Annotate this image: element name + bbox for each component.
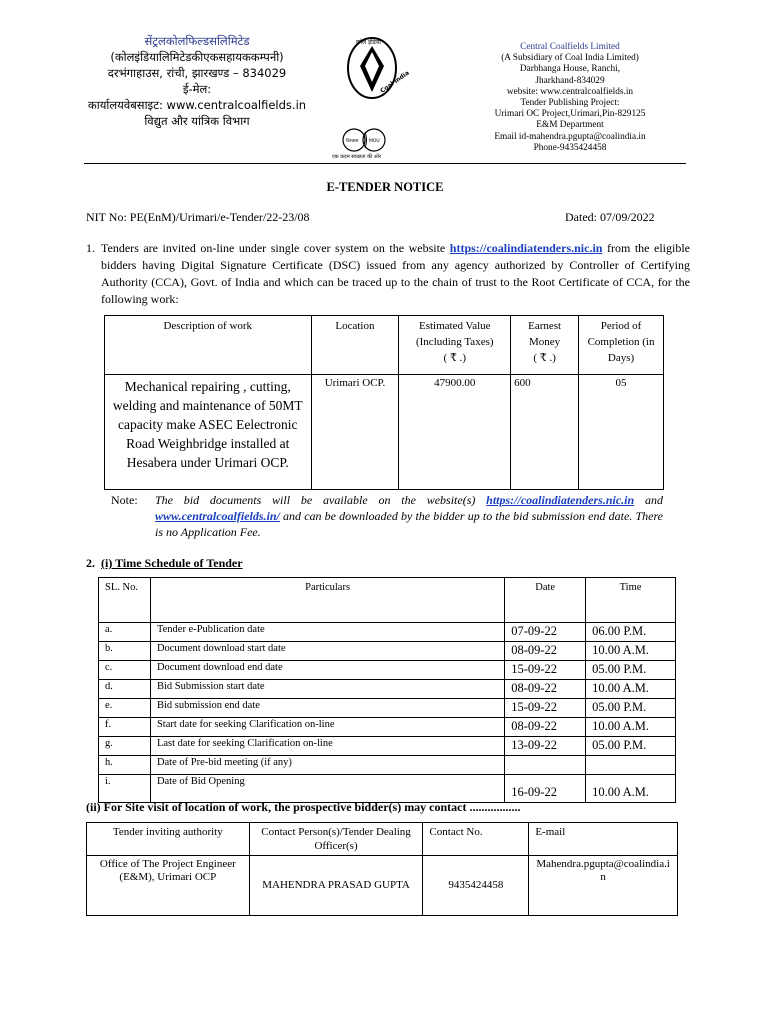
schedule-particular: Document download end date xyxy=(150,661,504,680)
schedule-date: 07-09-22 xyxy=(505,623,586,642)
note-text-a: The bid documents will be available on the website(s) xyxy=(155,493,487,507)
schedule-particular: Last date for seeking Clarification on-line xyxy=(150,737,504,756)
header-particulars: Particulars xyxy=(150,578,504,623)
schedule-row xyxy=(99,642,676,661)
header-description: Description of work xyxy=(105,316,312,375)
hindi-website: कार्यालयवेबसाइट: www.centralcoalfields.in xyxy=(87,98,307,112)
section-title: (i) Time Schedule of Tender xyxy=(101,556,243,570)
hindi-email: ई-मेल: xyxy=(182,82,212,96)
english-line-website: website: www.centralcoalfields.in xyxy=(506,86,634,97)
note-link-centralcoalfields[interactable]: www.centralcoalfields.in/ xyxy=(155,509,280,523)
english-line-email: Email id-mahendra.pgupta@coalindia.in xyxy=(494,131,646,142)
note-text-b: and xyxy=(634,493,664,507)
schedule-particular: Bid submission end date xyxy=(150,699,504,718)
schedule-time: 05.00 P.M. xyxy=(586,737,676,756)
notice-date: Dated: 07/09/2022 xyxy=(565,210,655,224)
schedule-particular: Document download start date xyxy=(150,642,504,661)
swachh-bharat-emblem xyxy=(328,127,408,161)
work-location: Urimari OCP. xyxy=(311,375,399,490)
schedule-row xyxy=(99,718,676,737)
contact-authority: Office of The Project Engineer (E&M), Urimari OCP xyxy=(87,856,250,916)
schedule-row xyxy=(99,623,676,642)
emblem-label-right: MOU xyxy=(369,139,380,144)
hindi-company-name: सेंट्रलकोलफिल्डसलिमिटेड xyxy=(144,34,250,48)
english-line-department: E&M Department xyxy=(536,120,604,131)
notice-title: E-TENDER NOTICE xyxy=(326,180,444,194)
header-email: E-mail xyxy=(529,823,678,856)
work-estimated-value: 47900.00 xyxy=(399,375,511,490)
schedule-row xyxy=(99,737,676,756)
section-number: 2. xyxy=(86,556,95,570)
header-divider xyxy=(84,163,686,164)
contact-email: Mahendra.pgupta@coalindia.in xyxy=(529,856,678,916)
schedule-particular: Date of Bid Opening xyxy=(150,775,504,803)
header-period: Period of Completion (in Days) xyxy=(579,316,664,375)
hindi-address: दरभंगाहाउस, रांची, झारखण्ड – 834029 xyxy=(107,66,287,80)
schedule-particular: Start date for seeking Clarification on-line xyxy=(150,718,504,737)
time-schedule-heading xyxy=(86,556,243,571)
english-header xyxy=(470,42,670,154)
emblem-label-left: विश्वास xyxy=(346,139,359,144)
schedule-particular: Date of Pre-bid meeting (if any) xyxy=(150,756,504,775)
schedule-date: 15-09-22 xyxy=(505,699,586,718)
earnest-unit: ( ₹ .) xyxy=(533,352,556,364)
schedule-time: 10.00 A.M. xyxy=(586,718,676,737)
schedule-date xyxy=(505,756,586,775)
note xyxy=(111,492,663,540)
coal-india-logo xyxy=(346,36,411,100)
english-line-subsidiary: (A Subsidiary of Coal India Limited) xyxy=(501,53,639,64)
paragraph-number: 1. xyxy=(86,241,95,255)
header-contact-no: Contact No. xyxy=(423,823,529,856)
schedule-row xyxy=(99,699,676,718)
emblem-caption: एक कदम स्वच्छता की ओर xyxy=(332,154,381,160)
schedule-header xyxy=(99,578,676,623)
nit-number: NIT No: PE(EnM)/Urimari/e-Tender/22-23/08 xyxy=(86,210,310,224)
logo-text: Coal India xyxy=(379,69,411,95)
work-table-header xyxy=(105,316,664,375)
schedule-date: 08-09-22 xyxy=(505,718,586,737)
work-description: Mechanical repairing , cutting, welding and maintenance of 50MT capacity make ASEC Eelectronic Road Weighbridge installed at Hesabera under Urimari OCP. xyxy=(105,375,312,490)
time-schedule-table xyxy=(98,577,676,803)
schedule-date: 08-09-22 xyxy=(505,680,586,699)
work-earnest-money: 600 xyxy=(511,375,579,490)
english-company-name: Central Coalfields Limited xyxy=(520,42,620,52)
tender-invitation-paragraph xyxy=(86,240,690,308)
english-line-phone: Phone-9435424458 xyxy=(533,142,607,153)
schedule-time: 10.00 A.M. xyxy=(586,680,676,699)
schedule-time xyxy=(586,756,676,775)
contact-header xyxy=(87,823,678,856)
header-sl-no: SL. No. xyxy=(99,578,151,623)
work-table-row xyxy=(105,375,664,490)
para-text-a: Tenders are invited on-line under single cover system on the website xyxy=(101,241,450,255)
note-link-coalindiatenders[interactable]: https://coalindiatenders.nic.in xyxy=(486,493,635,507)
logo-text-hindi: कोल इंडिया xyxy=(356,39,381,46)
note-label: Note: xyxy=(111,493,138,507)
coalindiatenders-link[interactable]: https://coalindiatenders.nic.in xyxy=(449,241,603,255)
header-estimated-value: Estimated Value (Including Taxes) ( ₹ .) xyxy=(399,316,511,375)
schedule-date: 15-09-22 xyxy=(505,661,586,680)
schedule-time: 10.00 A.M. xyxy=(586,775,676,803)
work-period: 05 xyxy=(579,375,664,490)
schedule-sl: h. xyxy=(99,756,151,775)
schedule-row xyxy=(99,756,676,775)
header-contact-person: Contact Person(s)/Tender Dealing Officer(s) xyxy=(249,823,423,856)
schedule-sl: g. xyxy=(99,737,151,756)
contact-table xyxy=(86,822,678,916)
contact-number: 9435424458 xyxy=(423,856,529,916)
header-earnest-money: Earnest Money ( ₹ .) xyxy=(511,316,579,375)
schedule-date: 13-09-22 xyxy=(505,737,586,756)
schedule-sl: b. xyxy=(99,642,151,661)
para-text-b: from the eligible bidders having Digital Signature Certificate (DSC) issued from any agency authorized by Controller of Certifying Authority (CCA), Govt. of India and which can be traced up to the chain of trust to the Root Certificate of CCA, for the following work: xyxy=(101,241,691,306)
contact-person: MAHENDRA PRASAD GUPTA xyxy=(249,856,423,916)
header-date: Date xyxy=(505,578,586,623)
header-location: Location xyxy=(311,316,399,375)
schedule-sl: f. xyxy=(99,718,151,737)
schedule-row xyxy=(99,680,676,699)
note-text-c: and can be downloaded by the bidder up to the bid submission end date. There is no Application Fee. xyxy=(155,509,663,539)
header-authority: Tender inviting authority xyxy=(87,823,250,856)
site-visit-heading: (ii) For Site visit of location of work, the prospective bidder(s) may contact ................. xyxy=(86,800,521,814)
schedule-date: 16-09-22 xyxy=(505,775,586,803)
schedule-sl: a. xyxy=(99,623,151,642)
schedule-time: 05.00 P.M. xyxy=(586,699,676,718)
schedule-time: 05.00 P.M. xyxy=(586,661,676,680)
english-line-address: Darbhanga House, Ranchi, xyxy=(519,64,621,75)
schedule-particular: Bid Submission start date xyxy=(150,680,504,699)
schedule-sl: c. xyxy=(99,661,151,680)
schedule-date: 08-09-22 xyxy=(505,642,586,661)
english-line-project-label: Tender Publishing Project: xyxy=(520,98,620,109)
english-line-state: Jharkhand-834029 xyxy=(535,75,605,86)
schedule-row xyxy=(99,775,676,803)
schedule-time: 10.00 A.M. xyxy=(586,642,676,661)
hindi-header xyxy=(86,33,308,129)
english-line-project: Urimari OC Project,Urimari,Pin-829125 xyxy=(494,109,646,120)
schedule-sl: i. xyxy=(99,775,151,803)
header-time: Time xyxy=(586,578,676,623)
hindi-department: विद्युत और यांत्रिक विभाग xyxy=(144,114,250,128)
hindi-subsidiary: (कोलइंडियालिमिटेडकीएकसहायककम्पनी) xyxy=(110,50,284,64)
contact-row xyxy=(87,856,678,916)
schedule-row xyxy=(99,661,676,680)
schedule-time: 06.00 P.M. xyxy=(586,623,676,642)
schedule-particular: Tender e-Publication date xyxy=(150,623,504,642)
work-table xyxy=(104,315,664,490)
estimated-unit: ( ₹ .) xyxy=(443,352,467,364)
schedule-body xyxy=(99,623,676,803)
schedule-sl: e. xyxy=(99,699,151,718)
schedule-sl: d. xyxy=(99,680,151,699)
